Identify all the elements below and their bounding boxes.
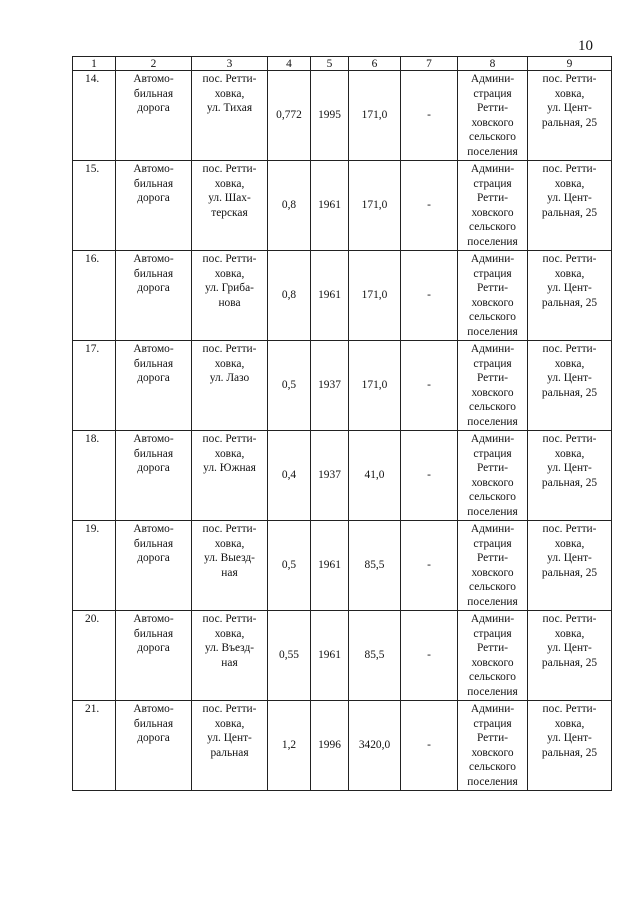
owner-name-line: поселения — [467, 415, 518, 428]
owner-address-line: ховка, — [554, 537, 585, 550]
object-address-line: пос. Ретти- — [202, 343, 257, 355]
object-address-line: пос. Ретти- — [202, 253, 257, 265]
value-cell: 171,0 — [349, 341, 401, 431]
owner-address-line: ул. Цент- — [547, 192, 592, 204]
build-year: 1937 — [311, 341, 349, 431]
owner-name-line: страция — [473, 357, 512, 370]
owner-address — [528, 251, 612, 341]
object-type-line: бильная — [133, 717, 174, 730]
owner-name-line: поселения — [467, 145, 518, 158]
table-row — [73, 251, 612, 341]
object-type — [116, 701, 192, 791]
owner-address-line: ул. Цент- — [547, 462, 592, 474]
owner-address-line: пос. Ретти- — [542, 523, 597, 535]
road-length: 0,8 — [268, 251, 311, 341]
object-address — [192, 161, 268, 251]
column-7-cell: - — [401, 161, 458, 251]
owner-address-line: ральная, 25 — [541, 566, 598, 579]
row-number: 14. — [73, 71, 116, 161]
owner-name — [458, 611, 528, 701]
column-7-cell: - — [401, 701, 458, 791]
object-address-line: пос. Ретти- — [202, 73, 257, 85]
table-row — [73, 71, 612, 161]
owner-name-line: сельского — [469, 761, 516, 773]
owner-address — [528, 161, 612, 251]
owner-name-line: ховского — [471, 566, 514, 579]
owner-address — [528, 71, 612, 161]
owner-address-line: ховка, — [554, 627, 585, 640]
object-address-line: терская — [211, 206, 248, 219]
object-address-line: пос. Ретти- — [202, 163, 257, 175]
column-7-cell: - — [401, 71, 458, 161]
owner-name-line: ховского — [471, 476, 514, 489]
object-address-line: ховка, — [214, 537, 245, 550]
owner-address-line: ральная, 25 — [541, 206, 598, 219]
road-length: 0,8 — [268, 161, 311, 251]
object-type-line: Автомо- — [133, 523, 174, 535]
owner-address — [528, 701, 612, 791]
owner-name-line: поселения — [467, 235, 518, 248]
object-type-line: дорога — [137, 102, 170, 114]
object-type-line: бильная — [133, 267, 174, 280]
object-type-line: Автомо- — [133, 613, 174, 625]
road-length: 0,4 — [268, 431, 311, 521]
owner-name-line: страция — [473, 537, 512, 550]
value-cell: 85,5 — [349, 611, 401, 701]
owner-name-line: Админи- — [470, 613, 515, 625]
object-type — [116, 71, 192, 161]
owner-name-line: ховского — [471, 296, 514, 309]
build-year: 1996 — [311, 701, 349, 791]
owner-name-line: Ретти- — [476, 552, 509, 564]
owner-name — [458, 71, 528, 161]
owner-address-line: ул. Цент- — [547, 552, 592, 564]
object-type-line: бильная — [133, 627, 174, 640]
object-address-line: ховка, — [214, 177, 245, 190]
table-row — [73, 521, 612, 611]
column-header: 9 — [528, 57, 612, 71]
object-address-line: ховка, — [214, 627, 245, 640]
table-body — [73, 71, 612, 791]
object-address-line: ная — [221, 566, 238, 579]
object-address — [192, 341, 268, 431]
owner-name-line: ховского — [471, 386, 514, 399]
row-number: 15. — [73, 161, 116, 251]
owner-address-line: ховка, — [554, 447, 585, 460]
owner-address-line: ральная, 25 — [541, 116, 598, 129]
owner-address-line: пос. Ретти- — [542, 433, 597, 445]
build-year: 1937 — [311, 431, 349, 521]
object-type-line: Автомо- — [133, 703, 174, 715]
object-type — [116, 431, 192, 521]
owner-address-line: ральная, 25 — [541, 476, 598, 489]
object-address-line: ул. Тихая — [206, 102, 253, 114]
object-address-line: нова — [218, 296, 241, 309]
owner-name-line: ховского — [471, 656, 514, 669]
owner-address-line: ул. Цент- — [547, 282, 592, 294]
build-year: 1961 — [311, 161, 349, 251]
object-address-line: ховка, — [214, 717, 245, 730]
object-type-line: дорога — [137, 192, 170, 204]
page-number: 10 — [578, 38, 593, 54]
owner-name-line: поселения — [467, 595, 518, 608]
table-row — [73, 341, 612, 431]
column-7-cell: - — [401, 251, 458, 341]
owner-address-line: ховка, — [554, 87, 585, 100]
column-header: 5 — [311, 57, 349, 71]
owner-name-line: Ретти- — [476, 642, 509, 654]
owner-name-line: Админи- — [470, 253, 515, 265]
owner-address-line: пос. Ретти- — [542, 163, 597, 175]
object-type — [116, 251, 192, 341]
table-row — [73, 701, 612, 791]
object-address-line: ховка, — [214, 357, 245, 370]
owner-name-line: Админи- — [470, 703, 515, 715]
object-type-line: дорога — [137, 282, 170, 294]
owner-address-line: пос. Ретти- — [542, 613, 597, 625]
table-row — [73, 611, 612, 701]
owner-address-line: ул. Цент- — [547, 102, 592, 114]
owner-name — [458, 341, 528, 431]
owner-address-line: ральная, 25 — [541, 746, 598, 759]
object-address-line: ул. Выезд- — [204, 552, 255, 564]
owner-address-line: ральная, 25 — [541, 386, 598, 399]
owner-name-line: страция — [473, 177, 512, 190]
owner-name — [458, 431, 528, 521]
build-year: 1961 — [311, 521, 349, 611]
owner-name-line: страция — [473, 627, 512, 640]
owner-name — [458, 161, 528, 251]
object-address-line: ул. Лазо — [209, 372, 250, 384]
column-header: 4 — [268, 57, 311, 71]
road-length: 0,772 — [268, 71, 311, 161]
object-type-line: дорога — [137, 552, 170, 564]
owner-name-line: Ретти- — [476, 102, 509, 114]
object-type-line: дорога — [137, 732, 170, 744]
value-cell: 85,5 — [349, 521, 401, 611]
owner-name-line: поселения — [467, 325, 518, 338]
owner-name-line: сельского — [469, 131, 516, 143]
object-type-line: дорога — [137, 462, 170, 474]
row-number: 19. — [73, 521, 116, 611]
column-7-cell: - — [401, 521, 458, 611]
value-cell: 41,0 — [349, 431, 401, 521]
owner-address-line: ральная, 25 — [541, 296, 598, 309]
owner-address-line: пос. Ретти- — [542, 703, 597, 715]
row-number: 20. — [73, 611, 116, 701]
value-cell: 171,0 — [349, 251, 401, 341]
value-cell: 171,0 — [349, 71, 401, 161]
object-type — [116, 161, 192, 251]
object-type-line: бильная — [133, 87, 174, 100]
row-number: 18. — [73, 431, 116, 521]
object-type-line: Автомо- — [133, 253, 174, 265]
owner-name-line: поселения — [467, 505, 518, 518]
owner-address-line: ховка, — [554, 717, 585, 730]
row-number: 17. — [73, 341, 116, 431]
owner-name-line: поселения — [467, 685, 518, 698]
owner-name-line: ховского — [471, 116, 514, 129]
owner-name-line: Админи- — [470, 523, 515, 535]
road-length: 0,5 — [268, 341, 311, 431]
object-address-line: пос. Ретти- — [202, 613, 257, 625]
owner-name-line: страция — [473, 87, 512, 100]
object-type-line: Автомо- — [133, 433, 174, 445]
owner-address-line: ральная, 25 — [541, 656, 598, 669]
object-type-line: дорога — [137, 372, 170, 384]
object-type-line: бильная — [133, 357, 174, 370]
build-year: 1961 — [311, 611, 349, 701]
owner-address-line: пос. Ретти- — [542, 343, 597, 355]
object-address-line: ховка, — [214, 87, 245, 100]
object-address-line: ул. Гриба- — [205, 282, 254, 294]
owner-address-line: ховка, — [554, 267, 585, 280]
owner-address-line: пос. Ретти- — [542, 73, 597, 85]
build-year: 1995 — [311, 71, 349, 161]
object-address — [192, 521, 268, 611]
owner-name-line: ховского — [471, 746, 514, 759]
column-header: 2 — [116, 57, 192, 71]
row-number: 21. — [73, 701, 116, 791]
owner-name-line: поселения — [467, 775, 518, 788]
object-type-line: дорога — [137, 642, 170, 654]
owner-address-line: ховка, — [554, 177, 585, 190]
owner-name-line: страция — [473, 267, 512, 280]
table-row — [73, 431, 612, 521]
owner-name-line: страция — [473, 717, 512, 730]
owner-name-line: Админи- — [470, 433, 515, 445]
object-type-line: бильная — [133, 177, 174, 190]
owner-name-line: страция — [473, 447, 512, 460]
object-address-line: ральная — [210, 746, 249, 759]
column-header: 7 — [401, 57, 458, 71]
object-address — [192, 71, 268, 161]
object-address — [192, 431, 268, 521]
object-address-line: ул. Шах- — [208, 192, 251, 204]
column-7-cell: - — [401, 431, 458, 521]
owner-name-line: сельского — [469, 311, 516, 323]
owner-address-line: пос. Ретти- — [542, 253, 597, 265]
column-header: 1 — [73, 57, 116, 71]
owner-name-line: Админи- — [470, 343, 515, 355]
owner-name-line: Админи- — [470, 73, 515, 85]
column-7-cell: - — [401, 611, 458, 701]
value-cell: 3420,0 — [349, 701, 401, 791]
object-type — [116, 611, 192, 701]
column-header: 8 — [458, 57, 528, 71]
object-type — [116, 341, 192, 431]
object-address — [192, 611, 268, 701]
object-address — [192, 251, 268, 341]
object-address-line: ул. Цент- — [207, 732, 252, 744]
object-address-line: ул. Въезд- — [204, 642, 255, 654]
owner-name-line: Ретти- — [476, 462, 509, 474]
road-registry-table — [72, 56, 612, 791]
road-length: 0,55 — [268, 611, 311, 701]
object-address-line: пос. Ретти- — [202, 523, 257, 535]
owner-name-line: Ретти- — [476, 372, 509, 384]
owner-address-line: ул. Цент- — [547, 732, 592, 744]
owner-address — [528, 431, 612, 521]
owner-name-line: сельского — [469, 581, 516, 593]
owner-name-line: сельского — [469, 221, 516, 233]
object-type-line: бильная — [133, 537, 174, 550]
object-address-line: ул. Южная — [203, 462, 256, 474]
column-7-cell: - — [401, 341, 458, 431]
object-type-line: Автомо- — [133, 73, 174, 85]
object-type-line: бильная — [133, 447, 174, 460]
owner-name-line: Ретти- — [476, 732, 509, 744]
owner-name-line: сельского — [469, 671, 516, 683]
owner-name — [458, 701, 528, 791]
object-address-line: пос. Ретти- — [202, 433, 257, 445]
object-type-line: Автомо- — [133, 343, 174, 355]
road-length: 1,2 — [268, 701, 311, 791]
header-row — [73, 57, 612, 71]
owner-address — [528, 521, 612, 611]
build-year: 1961 — [311, 251, 349, 341]
row-number: 16. — [73, 251, 116, 341]
object-type-line: Автомо- — [133, 163, 174, 175]
object-address-line: ховка, — [214, 447, 245, 460]
table-row — [73, 161, 612, 251]
column-header: 3 — [192, 57, 268, 71]
object-address-line: ховка, — [214, 267, 245, 280]
owner-name-line: сельского — [469, 401, 516, 413]
owner-address — [528, 341, 612, 431]
owner-name — [458, 251, 528, 341]
owner-name-line: Админи- — [470, 163, 515, 175]
owner-name — [458, 521, 528, 611]
object-address-line: пос. Ретти- — [202, 703, 257, 715]
object-address — [192, 701, 268, 791]
road-length: 0,5 — [268, 521, 311, 611]
value-cell: 171,0 — [349, 161, 401, 251]
owner-name-line: Ретти- — [476, 192, 509, 204]
owner-name-line: ховского — [471, 206, 514, 219]
object-type — [116, 521, 192, 611]
owner-name-line: сельского — [469, 491, 516, 503]
owner-name-line: Ретти- — [476, 282, 509, 294]
owner-address — [528, 611, 612, 701]
object-address-line: ная — [221, 656, 238, 669]
owner-address-line: ул. Цент- — [547, 372, 592, 384]
owner-address-line: ховка, — [554, 357, 585, 370]
owner-address-line: ул. Цент- — [547, 642, 592, 654]
column-header: 6 — [349, 57, 401, 71]
